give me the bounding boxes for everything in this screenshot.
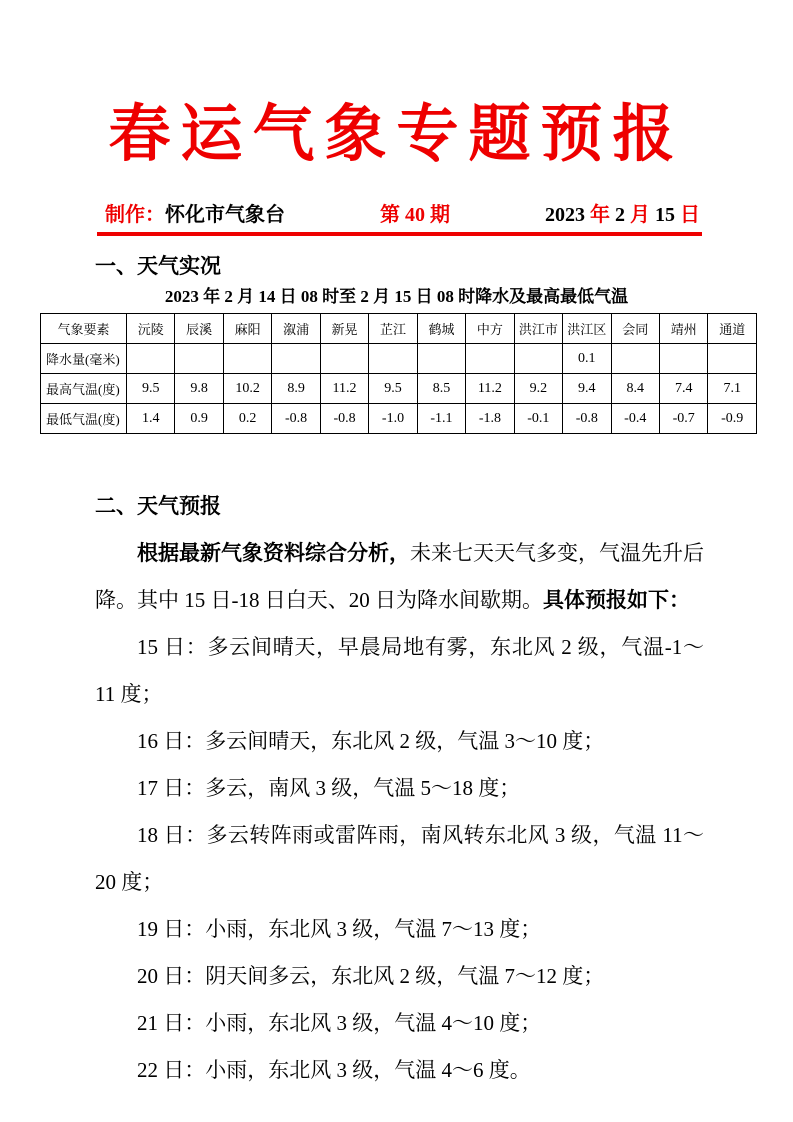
table-cell: 8.9 bbox=[272, 374, 320, 404]
table-cell: -1.1 bbox=[417, 404, 465, 434]
header-cell-station: 洪江区 bbox=[563, 314, 611, 344]
table-cell: -0.4 bbox=[611, 404, 659, 434]
table-cell bbox=[611, 344, 659, 374]
header-cell-station: 洪江市 bbox=[514, 314, 562, 344]
header-cell-station: 新晃 bbox=[320, 314, 368, 344]
weather-table bbox=[40, 313, 757, 434]
forecast-body bbox=[95, 530, 704, 1094]
forecast-intro-tail: 具体预报如下： bbox=[543, 588, 690, 612]
table-cell: 0.1 bbox=[563, 344, 611, 374]
table-cell: -0.9 bbox=[708, 404, 757, 434]
table-cell bbox=[127, 344, 175, 374]
table-row-precipitation bbox=[41, 344, 757, 374]
table-cell: 0.2 bbox=[223, 404, 271, 434]
table-cell: 0.9 bbox=[175, 404, 223, 434]
header-cell-station: 辰溪 bbox=[175, 314, 223, 344]
section2-heading: 二、天气预报 bbox=[95, 494, 221, 518]
date-day-value: 15 bbox=[655, 204, 675, 226]
table-cell: -0.7 bbox=[659, 404, 707, 434]
table-cell bbox=[223, 344, 271, 374]
table-cell bbox=[514, 344, 562, 374]
table-cell: -0.8 bbox=[563, 404, 611, 434]
header-cell-station: 中方 bbox=[466, 314, 514, 344]
forecast-item-day15: 15 日：多云间晴天，早晨局地有雾，东北风 2 级，气温-1～11 度； bbox=[95, 635, 704, 706]
table-cell bbox=[659, 344, 707, 374]
forecast-item-day19: 19 日：小雨，东北风 3 级，气温 7～13 度； bbox=[137, 917, 542, 941]
table-cell: 11.2 bbox=[320, 374, 368, 404]
red-divider bbox=[97, 232, 702, 236]
row-label: 最高气温(度) bbox=[41, 374, 127, 404]
header-cell-station: 鹤城 bbox=[417, 314, 465, 344]
forecast-item-day16: 16 日：多云间晴天，东北风 2 级，气温 3～10 度； bbox=[137, 729, 605, 753]
producer-value: 怀化市气象台 bbox=[165, 204, 285, 226]
date-day-char: 日 bbox=[680, 204, 700, 226]
table-cell bbox=[272, 344, 320, 374]
table-cell: 8.4 bbox=[611, 374, 659, 404]
table-header-row bbox=[41, 314, 757, 344]
table-cell: 10.2 bbox=[223, 374, 271, 404]
header-cell-station: 通道 bbox=[708, 314, 757, 344]
header-cell-station: 麻阳 bbox=[223, 314, 271, 344]
table-cell bbox=[175, 344, 223, 374]
table-row-min-temp bbox=[41, 404, 757, 434]
header-cell-element: 气象要素 bbox=[41, 314, 127, 344]
table-cell: 7.1 bbox=[708, 374, 757, 404]
producer-field bbox=[105, 198, 285, 227]
date-year-value: 2023 bbox=[545, 204, 585, 226]
weather-table-title: 2023 年 2 月 14 日 08 时至 2 月 15 日 08 时降水及最高最低气温 bbox=[164, 287, 629, 306]
section1-heading: 一、天气实况 bbox=[95, 254, 221, 278]
header-cell-station: 芷江 bbox=[369, 314, 417, 344]
table-cell: 9.2 bbox=[514, 374, 562, 404]
forecast-item-day21: 21 日：小雨，东北风 3 级，气温 4～10 度； bbox=[137, 1011, 542, 1035]
producer-label: 制作： bbox=[105, 204, 165, 226]
table-cell: 8.5 bbox=[417, 374, 465, 404]
table-cell: 9.5 bbox=[369, 374, 417, 404]
row-label: 最低气温(度) bbox=[41, 404, 127, 434]
table-cell: 9.8 bbox=[175, 374, 223, 404]
table-cell: -1.0 bbox=[369, 404, 417, 434]
document-title: 春运气象专题预报 bbox=[108, 97, 685, 170]
date-year-char: 年 bbox=[590, 204, 610, 226]
forecast-intro-lead: 根据最新气象资料综合分析， bbox=[137, 541, 410, 565]
forecast-intro bbox=[95, 530, 704, 624]
issue-number: 第 40 期 bbox=[380, 204, 450, 226]
forecast-item-day22: 22 日：小雨，东北风 3 级，气温 4～6 度。 bbox=[137, 1058, 531, 1082]
date-month-char: 月 bbox=[630, 204, 650, 226]
forecast-item-day18: 18 日：多云转阵雨或雷阵雨，南风转东北风 3 级，气温 11～20 度； bbox=[95, 823, 704, 894]
table-cell: 11.2 bbox=[466, 374, 514, 404]
table-cell bbox=[369, 344, 417, 374]
issue-date bbox=[545, 198, 700, 227]
forecast-item-day20: 20 日：阴天间多云，东北风 2 级，气温 7～12 度； bbox=[137, 964, 605, 988]
table-cell: 1.4 bbox=[127, 404, 175, 434]
table-cell bbox=[466, 344, 514, 374]
forecast-intro-regular: 未来七天天气多变，气温先升后降。其中 15 日-18 日白天、20 日为降水间歇期。 bbox=[95, 541, 704, 612]
header-cell-station: 溆浦 bbox=[272, 314, 320, 344]
table-cell bbox=[417, 344, 465, 374]
table-cell: -1.8 bbox=[466, 404, 514, 434]
table-cell: 9.4 bbox=[563, 374, 611, 404]
header-cell-station: 靖州 bbox=[659, 314, 707, 344]
forecast-item-day17: 17 日：多云，南风 3 级，气温 5～18 度； bbox=[137, 776, 521, 800]
header-cell-station: 会同 bbox=[611, 314, 659, 344]
table-row-max-temp bbox=[41, 374, 757, 404]
table-cell: -0.1 bbox=[514, 404, 562, 434]
header-cell-station: 沅陵 bbox=[127, 314, 175, 344]
table-cell bbox=[320, 344, 368, 374]
date-month-value: 2 bbox=[615, 204, 625, 226]
table-cell bbox=[708, 344, 757, 374]
table-cell: -0.8 bbox=[320, 404, 368, 434]
document-meta-line bbox=[105, 198, 700, 227]
table-cell: 7.4 bbox=[659, 374, 707, 404]
table-cell: -0.8 bbox=[272, 404, 320, 434]
row-label: 降水量(毫米) bbox=[41, 344, 127, 374]
table-cell: 9.5 bbox=[127, 374, 175, 404]
